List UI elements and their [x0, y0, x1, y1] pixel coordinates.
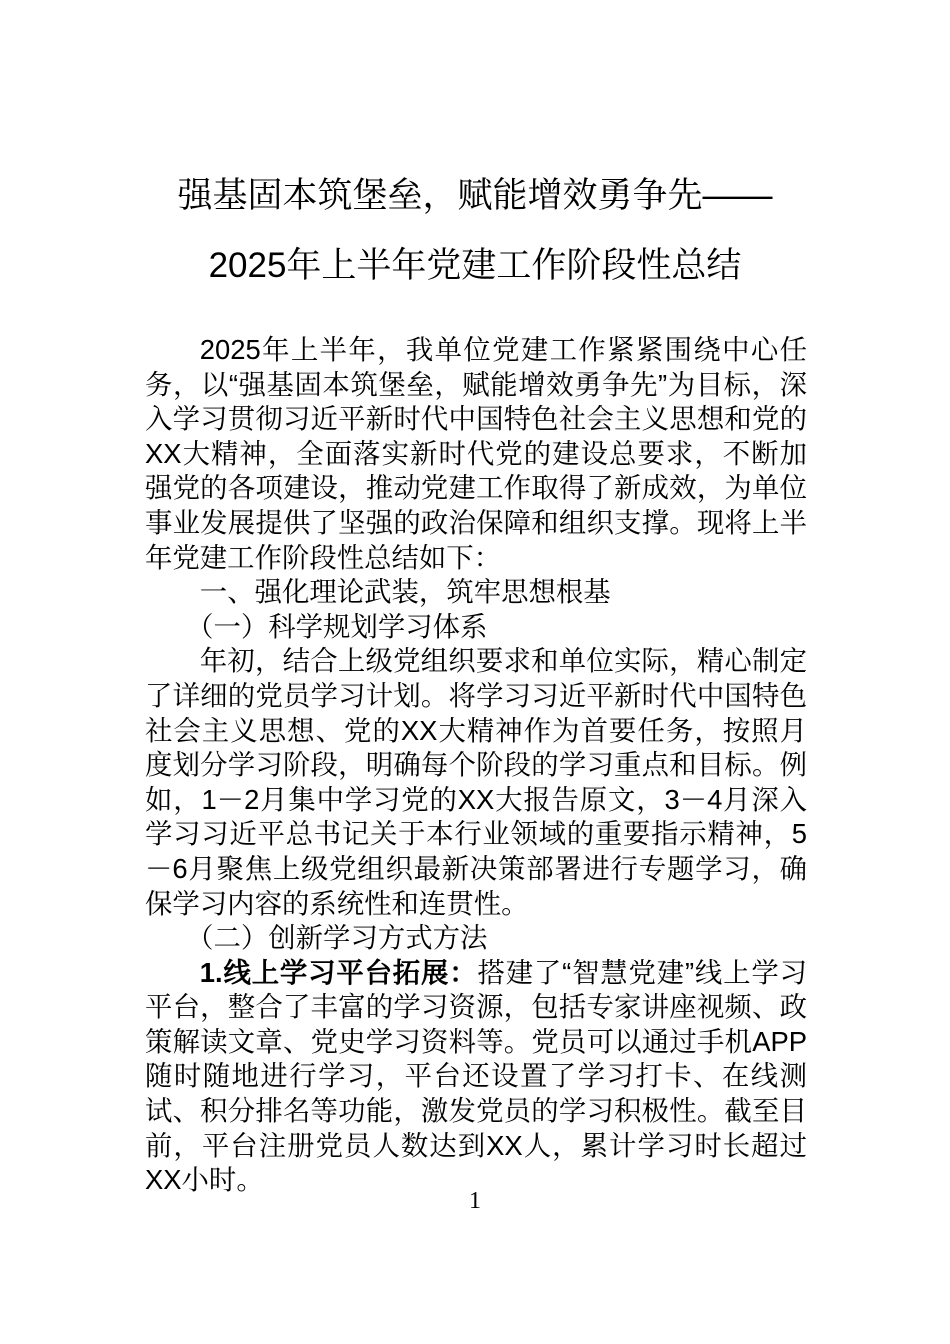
intro-paragraph: 2025年上半年，我单位党建工作紧紧围绕中心任务，以“强基固本筑堡垒，赋能增效勇争先”为目标，深入学习贯彻习近平新时代中国特色社会主义思想和党的XX大精神，全面落实新时代党的建设总要求，不断加强党的各项建设，推动党建工作取得了新成效，为单位事业发展提供了坚强的政治保障和组织支撑。现将上半年党建工作阶段性总结如下： [145, 334, 807, 573]
subsection-heading-1: （一）科学规划学习体系 [186, 610, 488, 642]
page-number: 1 [469, 1188, 481, 1214]
body-paragraph-online-platform [145, 956, 807, 1198]
section-heading-1: 一、强化理论武装，筑牢思想根基 [199, 576, 611, 608]
bold-lead: 1.线上学习平台拓展： [199, 956, 478, 988]
document-title-line-1: 强基固本筑堡垒，赋能增效勇争先—— [177, 176, 773, 215]
body-paragraph: 年初，结合上级党组织要求和单位实际，精心制定了详细的党员学习计划。将学习习近平新时代中国特色社会主义思想、党的XX大精神作为首要任务，按照月度划分学习阶段，明确每个阶段的学习重点和目标。例如，1－2月集中学习党的XX大报告原文，3－4月深入学习习近平总书记关于本行业领域的重要指示精神，5－6月聚焦上级党组织最新决策部署进行专题学习，确保学习内容的系统性和连贯性。 [145, 645, 807, 919]
document-body [145, 333, 807, 1198]
document-title-line-2: 2025年上半年党建工作阶段性总结 [208, 246, 742, 285]
online-platform-text: 搭建了“智慧党建”线上学习平台，整合了丰富的学习资源，包括专家讲座视频、政策解读文章、党史学习资料等。党员可以通过手机APP随时随地进行学习，平台还设置了学习打卡、在线测试、积分排名等功能，激发党员的学习积极性。截至目前，平台注册党员人数达到XX人，累计学习时长超过XX小时。 [145, 956, 807, 1196]
subsection-heading-2: （二）创新学习方式方法 [186, 922, 488, 954]
